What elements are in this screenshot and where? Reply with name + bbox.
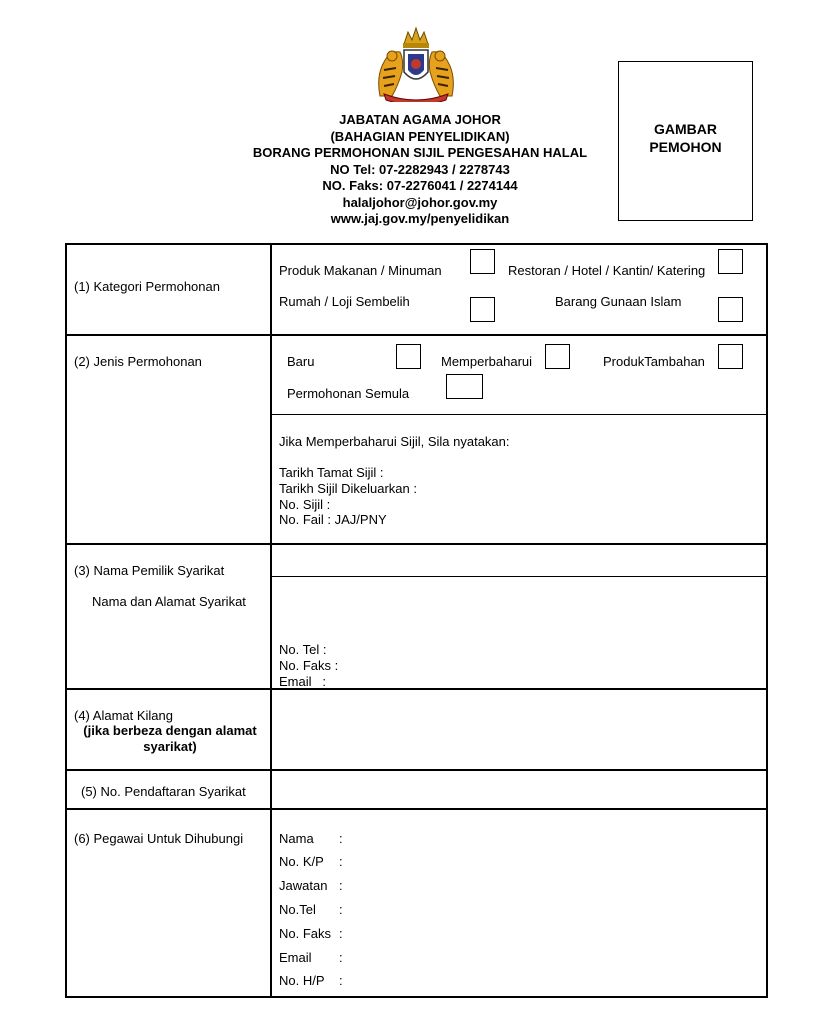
photo-box-label-1: GAMBAR <box>654 121 717 137</box>
fax-numbers: NO. Faks: 07-2276041 / 2274144 <box>322 178 518 193</box>
option-restoran: Restoran / Hotel / Kantin/ Katering <box>508 263 706 278</box>
table-border-bottom <box>65 996 768 998</box>
kilang-label: (4) Alamat Kilang <box>74 708 173 723</box>
row-divider-1 <box>65 334 768 336</box>
option-rumah-sembelih: Rumah / Loji Sembelih <box>279 294 410 309</box>
row-divider-4 <box>65 769 768 771</box>
field-tarikh-tamat: Tarikh Tamat Sijil : <box>279 465 384 480</box>
option-memperbaharui: Memperbaharui <box>441 354 533 369</box>
form-title: BORANG PERMOHONAN SIJIL PENGESAHAN HALAL <box>252 145 588 160</box>
department-name: JABATAN AGAMA JOHOR <box>339 112 501 127</box>
table-border-top <box>65 243 768 245</box>
jenis-label: (2) Jenis Permohonan <box>74 354 202 369</box>
contact-colon: : <box>339 831 343 846</box>
contact-colon: : <box>339 950 343 965</box>
field-no-sijil: No. Sijil : <box>279 497 331 512</box>
table-border-right <box>766 243 768 998</box>
contact-colon: : <box>339 926 343 941</box>
division-name: (BAHAGIAN PENYELIDIKAN) <box>330 128 510 144</box>
checkbox-rumah-sembelih[interactable] <box>470 297 495 322</box>
johor-coat-of-arms-logo <box>370 26 462 102</box>
row-divider-3 <box>65 688 768 690</box>
photo-box-label-2: PEMOHON <box>649 139 722 155</box>
website-url: www.jaj.gov.my/penyelidikan <box>330 211 510 226</box>
field-company-email: Email : <box>279 674 326 689</box>
checkbox-barang-gunaan[interactable] <box>718 297 743 322</box>
field-company-fax: No. Faks : <box>279 658 339 673</box>
field-tarikh-dikeluarkan: Tarikh Sijil Dikeluarkan : <box>279 481 417 496</box>
pegawai-label: (6) Pegawai Untuk Dihubungi <box>74 831 244 846</box>
table-column-divider <box>270 243 272 998</box>
kilang-note: (jika berbeza dengan alamat syarikat) <box>83 723 257 754</box>
phone-numbers: NO Tel: 07-2282943 / 2278743 <box>330 161 510 177</box>
renew-subdivider <box>271 414 767 415</box>
owner-subdivider <box>271 576 767 577</box>
checkbox-memperbaharui[interactable] <box>545 344 570 369</box>
nama-alamat-label: Nama dan Alamat Syarikat <box>92 594 246 609</box>
option-produk-tambahan: ProdukTambahan <box>603 354 705 369</box>
checkbox-permohonan-semula[interactable] <box>446 374 483 399</box>
contact-colon: : <box>339 878 343 893</box>
option-permohonan-semula: Permohonan Semula <box>287 386 410 401</box>
contact-field-email: Email <box>279 950 312 965</box>
contact-field-nama: Nama <box>279 831 314 846</box>
renew-title: Jika Memperbaharui Sijil, Sila nyatakan: <box>279 434 510 449</box>
row-divider-2 <box>65 543 768 545</box>
contact-colon: : <box>339 902 343 917</box>
field-company-tel: No. Tel : <box>279 642 327 657</box>
contact-field-jawatan: Jawatan <box>279 878 328 893</box>
contact-field-hp: No. H/P <box>279 973 325 988</box>
form-header <box>200 112 640 228</box>
contact-field-kp: No. K/P <box>279 854 324 869</box>
contact-field-fax: No. Faks <box>279 926 332 941</box>
option-baru: Baru <box>287 354 315 369</box>
pemilik-label: (3) Nama Pemilik Syarikat <box>74 563 225 578</box>
table-border-left <box>65 243 67 998</box>
option-produk-makanan: Produk Makanan / Minuman <box>279 263 442 278</box>
checkbox-restoran[interactable] <box>718 249 743 274</box>
contact-colon: : <box>339 854 343 869</box>
field-no-fail: No. Fail : JAJ/PNY <box>279 512 387 527</box>
checkbox-produk-makanan[interactable] <box>470 249 495 274</box>
email-address: halaljohor@johor.gov.my <box>342 194 498 210</box>
contact-field-tel: No.Tel <box>279 902 316 917</box>
option-barang-gunaan: Barang Gunaan Islam <box>555 294 682 309</box>
pendaftaran-label: (5) No. Pendaftaran Syarikat <box>81 784 246 799</box>
checkbox-produk-tambahan[interactable] <box>718 344 743 369</box>
row-divider-5 <box>65 808 768 810</box>
kategori-label: (1) Kategori Permohonan <box>74 279 220 294</box>
contact-colon: : <box>339 973 343 988</box>
checkbox-baru[interactable] <box>396 344 421 369</box>
applicant-photo-box[interactable] <box>618 61 753 221</box>
